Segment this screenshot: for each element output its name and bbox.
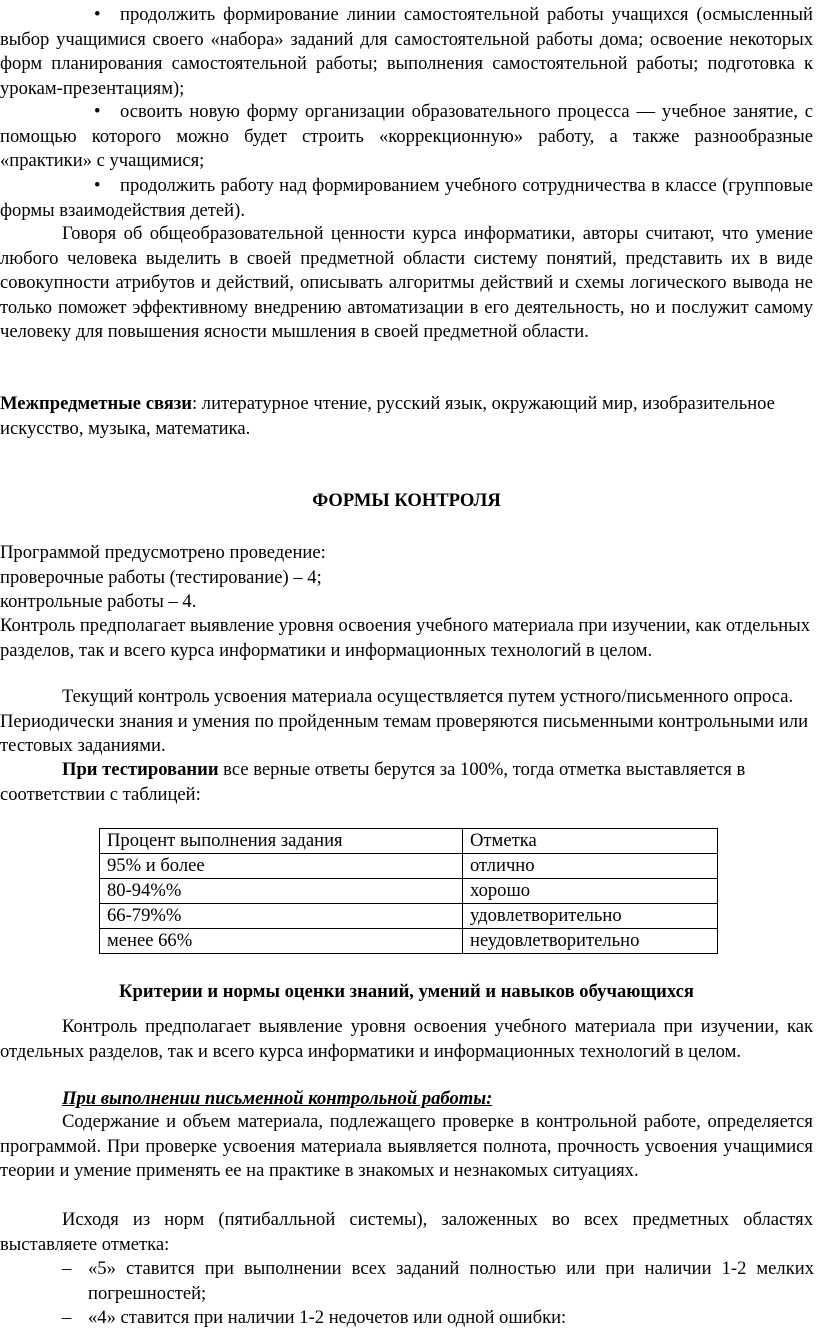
table-cell-grade: удовлетворительно	[463, 904, 718, 929]
bullet-item	[0, 100, 813, 174]
program-line: проверочные работы (тестирование) – 4;	[0, 567, 322, 588]
bullet-first-line: продолжить работу над формированием учебного сотрудничества в классе	[120, 175, 717, 196]
bullet-item	[0, 3, 813, 101]
intersubject-paragraph	[0, 392, 813, 441]
table-header-cell: Процент выполнения задания	[100, 829, 463, 854]
grade-list-item	[62, 1257, 814, 1306]
table-cell-percent: 80-94%%	[100, 879, 463, 904]
table-cell-percent: 66-79%%	[100, 904, 463, 929]
bullet-continuation: (осмысленный выбор учащимися своего «набора» заданий для самостоятельной работы дома; освоение некоторых форм планирования самостоятельной работы; выполнения самостоятельной работы; подготовка к урокам-презентациям);	[0, 4, 813, 99]
testing-paragraph	[0, 758, 813, 807]
bullet-continuation: (групповые формы взаимодействия детей).	[0, 175, 813, 221]
testing-label: При тестировании	[62, 759, 219, 780]
testing-text: все верные ответы берутся за 100%, тогда отметка выставляется в соответствии с таблицей:	[0, 759, 746, 805]
grade-list-item	[62, 1306, 814, 1331]
table-row	[100, 904, 718, 929]
bullet-item	[0, 174, 813, 223]
bullet-dot: •	[94, 4, 101, 25]
table-cell-grade: неудовлетворительно	[463, 929, 718, 954]
grades-table	[99, 828, 718, 954]
bullet-first-line: освоить новую форму организации образовательного процесса — учебное	[120, 101, 726, 122]
bullet-dot: •	[94, 175, 101, 196]
forms-heading: ФОРМЫ КОНТРОЛЯ	[312, 490, 501, 511]
written-heading-text: При выполнении письменной контрольной работы:	[62, 1088, 493, 1109]
value-paragraph: Говоря об общеобразовательной ценности курса информатики, авторы считают, что умение любого человека выделить в своей предметной области систему понятий, представить их в виде совокупности атрибутов и действий, описывать алгоритмы действий и схемы логического вывода не только поможет эффективному внедрению автоматизации в его деятельность, но и послужит самому человеку для повышения ясности мышления в своей предметной области.	[0, 223, 813, 342]
table-cell-percent: 95% и более	[100, 854, 463, 879]
intersubject-label: Межпредметные связи	[0, 393, 192, 414]
bullet-continuation: занятие, с помощью которого можно будет строить «коррекционную» работу, а также разнообразные «практики» с учащимися;	[0, 101, 813, 171]
bullet-dot: •	[94, 101, 101, 122]
table-cell-grade: хорошо	[463, 879, 718, 904]
table-row	[100, 854, 718, 879]
dash-marker: –	[62, 1307, 72, 1328]
table-row	[100, 929, 718, 954]
control-paragraph: Контроль предполагает выявление уровня освоения учебного материала при изучении, как отдельных разделов, так и всего курса информатики и информационных технологий в целом.	[0, 615, 811, 661]
program-line: контрольные работы – 4.	[0, 591, 197, 612]
program-line: Программой предусмотрено проведение:	[0, 542, 326, 563]
grade-item-text: «4» ставится при наличии 1-2 недочетов или одной ошибки:	[88, 1307, 567, 1328]
written-paragraph: Содержание и объем материала, подлежащего проверке в контрольной работе, определяется программой. При проверке усвоения материала выявляется полнота, прочность усвоения учащимися теории и умение применять ее на практике в знакомых и незнакомых ситуациях.	[0, 1111, 813, 1181]
bullet-first-line: продолжить формирование линии самостоятельной работы учащихся	[120, 4, 689, 25]
norms-paragraph: Исходя из норм (пятибалльной системы), заложенных во всех предметных областях выставляете отметка:	[0, 1209, 813, 1255]
grade-item-text: «5» ставится при выполнении всех заданий полностью или при наличии 1-2 мелких погрешностей;	[88, 1258, 814, 1304]
criteria-heading: Критерии и нормы оценки знаний, умений и навыков обучающихся	[119, 981, 694, 1002]
intersubject-text: : литературное чтение, русский язык, окружающий мир, изобразительное искусство, музыка, математика.	[0, 393, 775, 439]
current-control-paragraph: Текущий контроль усвоения материала осуществляется путем устного/письменного опроса. Периодически знания и умения по пройденным темам проверяются письменными контрольными или тестовых заданиями.	[0, 686, 809, 756]
table-cell-percent: менее 66%	[100, 929, 463, 954]
table-row	[100, 879, 718, 904]
written-heading	[0, 1087, 816, 1112]
dash-marker: –	[62, 1258, 72, 1279]
table-header-row	[100, 829, 718, 854]
table-cell-grade: отлично	[463, 854, 718, 879]
table-header-cell: Отметка	[463, 829, 718, 854]
criteria-paragraph: Контроль предполагает выявление уровня освоения учебного материала при изучении, как отдельных разделов, так и всего курса информатики и информационных технологий в целом.	[0, 1016, 813, 1062]
